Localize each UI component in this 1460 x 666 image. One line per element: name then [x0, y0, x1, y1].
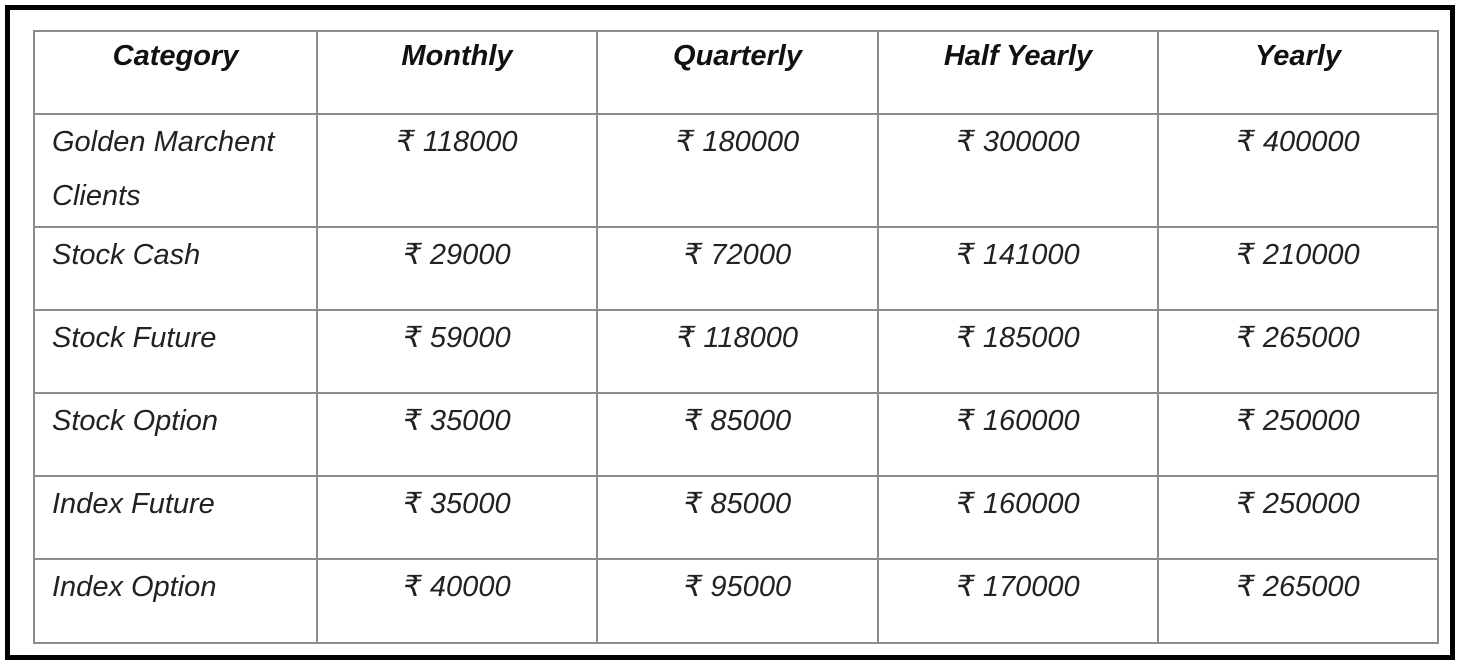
half-yearly-price: ₹ 141000	[878, 227, 1158, 310]
quarterly-price: ₹ 180000	[597, 114, 878, 227]
table-header-row	[34, 31, 1438, 114]
quarterly-price: ₹ 85000	[597, 476, 878, 559]
half-yearly-price: ₹ 300000	[878, 114, 1158, 227]
monthly-price: ₹ 35000	[317, 393, 597, 476]
table-row	[34, 227, 1438, 310]
table-row	[34, 559, 1438, 643]
header-monthly: Monthly	[317, 31, 597, 114]
quarterly-price: ₹ 95000	[597, 559, 878, 643]
category-cell: Stock Cash	[34, 227, 317, 310]
table-row	[34, 476, 1438, 559]
monthly-price: ₹ 59000	[317, 310, 597, 393]
table-row	[34, 114, 1438, 227]
header-yearly: Yearly	[1158, 31, 1438, 114]
yearly-price: ₹ 265000	[1158, 559, 1438, 643]
quarterly-price: ₹ 85000	[597, 393, 878, 476]
monthly-price: ₹ 40000	[317, 559, 597, 643]
monthly-price: ₹ 118000	[317, 114, 597, 227]
header-half-yearly: Half Yearly	[878, 31, 1158, 114]
quarterly-price: ₹ 118000	[597, 310, 878, 393]
header-quarterly: Quarterly	[597, 31, 878, 114]
half-yearly-price: ₹ 185000	[878, 310, 1158, 393]
yearly-price: ₹ 265000	[1158, 310, 1438, 393]
yearly-price: ₹ 250000	[1158, 476, 1438, 559]
half-yearly-price: ₹ 160000	[878, 393, 1158, 476]
header-category: Category	[34, 31, 317, 114]
yearly-price: ₹ 210000	[1158, 227, 1438, 310]
category-label-line1: Golden Marchent	[52, 126, 275, 158]
quarterly-price: ₹ 72000	[597, 227, 878, 310]
half-yearly-price: ₹ 160000	[878, 476, 1158, 559]
document-frame	[5, 5, 1455, 660]
monthly-price: ₹ 35000	[317, 476, 597, 559]
table-row	[34, 310, 1438, 393]
category-cell: Stock Future	[34, 310, 317, 393]
category-cell: Stock Option	[34, 393, 317, 476]
half-yearly-price: ₹ 170000	[878, 559, 1158, 643]
table-row	[34, 393, 1438, 476]
yearly-price: ₹ 250000	[1158, 393, 1438, 476]
category-cell	[34, 114, 317, 227]
category-cell: Index Future	[34, 476, 317, 559]
category-cell: Index Option	[34, 559, 317, 643]
yearly-price: ₹ 400000	[1158, 114, 1438, 227]
category-label-line2: Clients	[52, 180, 141, 212]
monthly-price: ₹ 29000	[317, 227, 597, 310]
pricing-table	[33, 30, 1439, 644]
